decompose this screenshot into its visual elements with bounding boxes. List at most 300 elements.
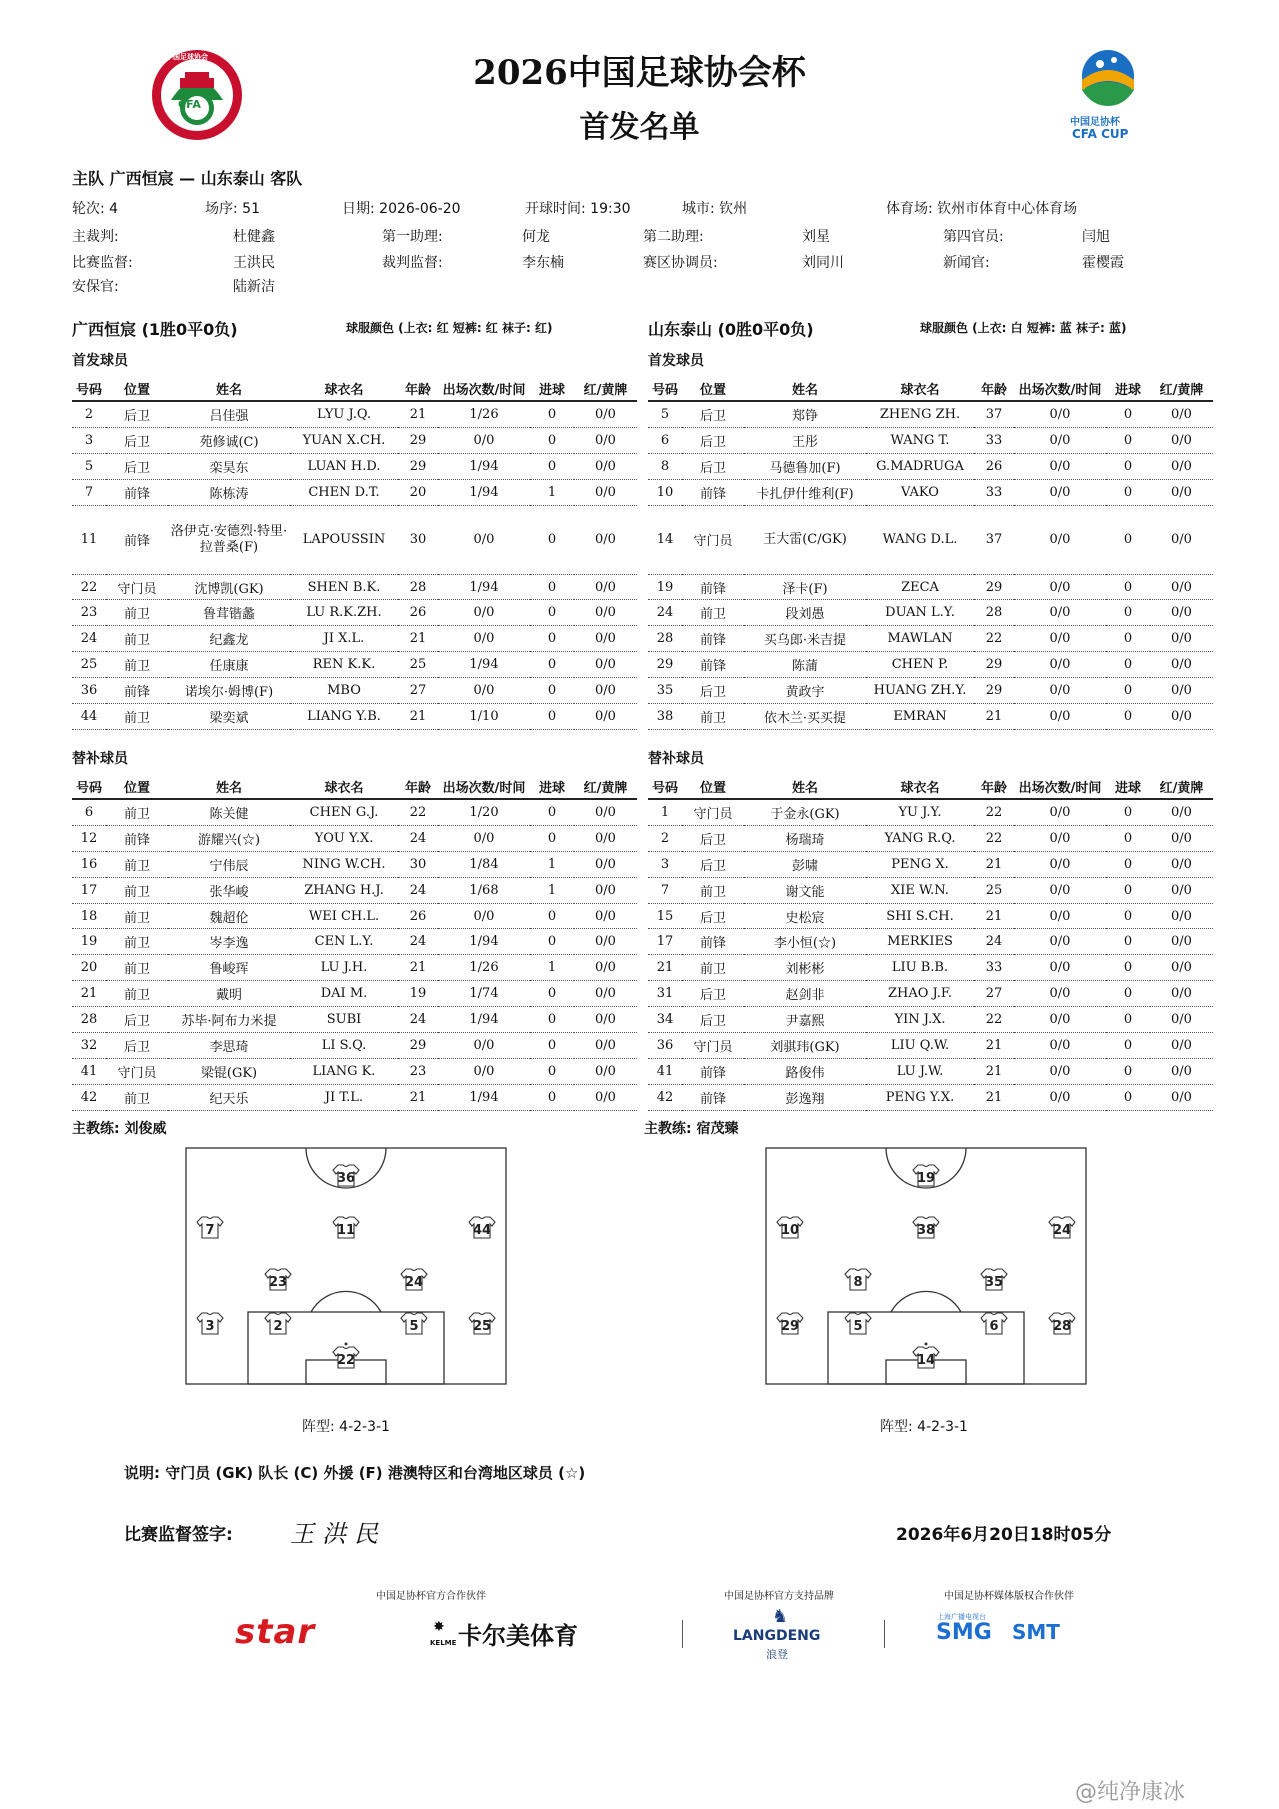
table-cell: 33 bbox=[974, 427, 1014, 453]
table-cell: 0/0 bbox=[1150, 851, 1213, 877]
ar1-label: 第一助理: bbox=[382, 229, 443, 245]
table-row bbox=[72, 1033, 637, 1059]
player-jersey-icon bbox=[913, 1347, 939, 1368]
table-cell: YU J.Y. bbox=[866, 799, 974, 825]
table-row bbox=[72, 479, 637, 505]
signature-label: 比赛监督签字: bbox=[124, 1525, 233, 1545]
table-cell: 后卫 bbox=[106, 453, 168, 479]
table-cell: 26 bbox=[398, 903, 438, 929]
table-cell: 0/0 bbox=[1150, 401, 1213, 427]
table-cell: 沈博凯(GK) bbox=[168, 574, 290, 600]
table-cell: 杨瑞琦 bbox=[744, 825, 866, 851]
table-cell: 0/0 bbox=[1150, 1084, 1213, 1110]
table-cell: 0 bbox=[1106, 479, 1150, 505]
table-cell: 7 bbox=[648, 877, 682, 903]
table-cell: 26 bbox=[974, 453, 1014, 479]
player-number: 28 bbox=[1052, 1319, 1072, 1334]
away-formation: 阵型: 4-2-3-1 bbox=[880, 1419, 968, 1435]
home-subs-table bbox=[72, 774, 637, 1111]
table-cell: 0/0 bbox=[1014, 401, 1106, 427]
column-header: 球衣名 bbox=[866, 774, 974, 799]
table-cell: ZECA bbox=[866, 574, 974, 600]
table-row bbox=[648, 981, 1213, 1007]
table-row bbox=[648, 453, 1213, 479]
table-cell: 卡扎伊什维利(F) bbox=[744, 479, 866, 505]
table-row bbox=[648, 877, 1213, 903]
column-header: 号码 bbox=[648, 376, 682, 401]
column-header: 位置 bbox=[106, 774, 168, 799]
table-cell: 21 bbox=[974, 1033, 1014, 1059]
table-cell: YUAN X.CH. bbox=[290, 427, 398, 453]
table-row bbox=[72, 453, 637, 479]
table-row bbox=[648, 505, 1213, 574]
table-row bbox=[72, 626, 637, 652]
column-header: 年龄 bbox=[974, 774, 1014, 799]
table-cell: 0 bbox=[530, 401, 574, 427]
table-cell: 0 bbox=[530, 600, 574, 626]
venue: 体育场: 钦州市体育中心体育场 bbox=[886, 201, 1078, 217]
table-cell: 1/74 bbox=[438, 981, 530, 1007]
player-jersey-icon bbox=[913, 1165, 939, 1186]
table-cell: 0/0 bbox=[438, 1058, 530, 1084]
table-cell: 41 bbox=[72, 1058, 106, 1084]
table-cell: 0/0 bbox=[574, 479, 637, 505]
column-header: 年龄 bbox=[398, 774, 438, 799]
table-cell: 29 bbox=[974, 678, 1014, 704]
away-formation-pitch bbox=[764, 1146, 1088, 1386]
table-cell: LIANG Y.B. bbox=[290, 704, 398, 730]
player-number: 3 bbox=[205, 1319, 215, 1334]
table-cell: 岑李逸 bbox=[168, 929, 290, 955]
table-cell: SHI S.CH. bbox=[866, 903, 974, 929]
table-cell: 后卫 bbox=[106, 1033, 168, 1059]
table-cell: NING W.CH. bbox=[290, 851, 398, 877]
table-cell: 0 bbox=[530, 704, 574, 730]
table-cell: 前锋 bbox=[682, 1084, 744, 1110]
table-cell: 0/0 bbox=[574, 678, 637, 704]
table-cell: 买乌郎·米吉提 bbox=[744, 626, 866, 652]
table-cell: 苏毕·阿布力米提 bbox=[168, 1007, 290, 1033]
table-cell: 20 bbox=[398, 479, 438, 505]
table-cell: 诺埃尔·姆博(F) bbox=[168, 678, 290, 704]
table-row bbox=[72, 903, 637, 929]
table-cell: 魏超伦 bbox=[168, 903, 290, 929]
table-cell: 后卫 bbox=[682, 453, 744, 479]
table-cell: 0 bbox=[1106, 652, 1150, 678]
table-row bbox=[72, 1058, 637, 1084]
table-cell: 0 bbox=[530, 1084, 574, 1110]
table-cell: 赵剑非 bbox=[744, 981, 866, 1007]
watermark: @纯净康冰 bbox=[1075, 1780, 1186, 1805]
table-cell: 后卫 bbox=[682, 981, 744, 1007]
table-cell: YIN J.X. bbox=[866, 1007, 974, 1033]
table-cell: 前卫 bbox=[106, 652, 168, 678]
table-cell: 41 bbox=[648, 1058, 682, 1084]
security-officer: 陆新洁 bbox=[233, 279, 275, 295]
column-header: 球衣名 bbox=[290, 774, 398, 799]
table-cell: 31 bbox=[648, 981, 682, 1007]
player-jersey-icon bbox=[1049, 1313, 1075, 1334]
signature: 王洪民 bbox=[290, 1520, 386, 1548]
table-cell: 刘骐玮(GK) bbox=[744, 1033, 866, 1059]
away-coach: 主教练: 宿茂臻 bbox=[644, 1121, 739, 1137]
player-jersey-icon bbox=[981, 1269, 1007, 1290]
table-cell: 0/0 bbox=[1014, 479, 1106, 505]
table-cell: PENG X. bbox=[866, 851, 974, 877]
table-cell: 0/0 bbox=[1150, 825, 1213, 851]
table-cell: 21 bbox=[398, 1084, 438, 1110]
table-cell: DAI M. bbox=[290, 981, 398, 1007]
city: 城市: 钦州 bbox=[682, 201, 748, 217]
table-cell: 21 bbox=[72, 981, 106, 1007]
table-cell: 0/0 bbox=[1014, 825, 1106, 851]
away-team-name: 山东泰山 (0胜0平0负) bbox=[648, 320, 814, 339]
table-cell: 0/0 bbox=[438, 825, 530, 851]
table-cell: 3 bbox=[648, 851, 682, 877]
table-cell: 0/0 bbox=[1014, 600, 1106, 626]
player-jersey-icon bbox=[333, 1217, 359, 1238]
player-jersey-icon bbox=[401, 1269, 427, 1290]
table-row bbox=[648, 401, 1213, 427]
kelme-sub: KELME bbox=[430, 1639, 457, 1647]
away-subs-table bbox=[648, 774, 1213, 1111]
table-row bbox=[648, 479, 1213, 505]
table-cell: 游耀兴(☆) bbox=[168, 825, 290, 851]
table-cell: 0 bbox=[530, 626, 574, 652]
table-cell: 1/94 bbox=[438, 652, 530, 678]
table-cell: 29 bbox=[398, 427, 438, 453]
column-header: 号码 bbox=[72, 774, 106, 799]
table-cell: LUAN H.D. bbox=[290, 453, 398, 479]
player-number: 11 bbox=[336, 1223, 356, 1238]
table-cell: 36 bbox=[648, 1033, 682, 1059]
column-header: 位置 bbox=[106, 376, 168, 401]
legend-note: 说明: 守门员 (GK) 队长 (C) 外援 (F) 港澳特区和台湾地区球员 (☆) bbox=[124, 1464, 586, 1482]
player-jersey-icon bbox=[845, 1313, 871, 1334]
table-cell: 1/20 bbox=[438, 799, 530, 825]
table-cell: 依木兰·买买提 bbox=[744, 704, 866, 730]
table-cell: 前卫 bbox=[106, 799, 168, 825]
table-cell: 25 bbox=[398, 652, 438, 678]
table-cell: 前卫 bbox=[106, 903, 168, 929]
table-cell: 27 bbox=[398, 678, 438, 704]
table-cell: MAWLAN bbox=[866, 626, 974, 652]
table-cell: 24 bbox=[72, 626, 106, 652]
table-cell: 38 bbox=[648, 704, 682, 730]
table-cell: 守门员 bbox=[682, 505, 744, 574]
table-cell: 0 bbox=[1106, 903, 1150, 929]
table-row bbox=[648, 1058, 1213, 1084]
table-cell: 0 bbox=[530, 1007, 574, 1033]
table-cell: 前锋 bbox=[682, 652, 744, 678]
table-cell: 0 bbox=[530, 453, 574, 479]
table-cell: 0 bbox=[1106, 955, 1150, 981]
player-number: 5 bbox=[409, 1319, 419, 1334]
player-number: 7 bbox=[205, 1223, 215, 1238]
table-row bbox=[648, 1033, 1213, 1059]
table-cell: 前锋 bbox=[106, 825, 168, 851]
table-row bbox=[648, 903, 1213, 929]
table-cell: 0/0 bbox=[438, 1033, 530, 1059]
table-cell: 0 bbox=[1106, 851, 1150, 877]
player-jersey-icon bbox=[333, 1165, 359, 1186]
table-cell: YANG R.Q. bbox=[866, 825, 974, 851]
column-header: 号码 bbox=[648, 774, 682, 799]
table-cell: 前卫 bbox=[682, 704, 744, 730]
column-header: 进球 bbox=[1106, 376, 1150, 401]
table-cell: 0/0 bbox=[1014, 574, 1106, 600]
table-cell: 26 bbox=[398, 600, 438, 626]
table-cell: 谢文能 bbox=[744, 877, 866, 903]
table-row bbox=[648, 1084, 1213, 1110]
table-cell: 0 bbox=[530, 427, 574, 453]
table-cell: 0/0 bbox=[574, 955, 637, 981]
table-cell: 0 bbox=[1106, 574, 1150, 600]
table-row bbox=[648, 678, 1213, 704]
table-cell: 0/0 bbox=[1014, 427, 1106, 453]
sponsor-caption-1: 中国足协杯官方合作伙伴 bbox=[376, 1591, 486, 1602]
table-cell: 0/0 bbox=[1150, 1058, 1213, 1084]
ar1: 何龙 bbox=[522, 229, 550, 245]
table-cell: 0/0 bbox=[1150, 799, 1213, 825]
table-cell: 0 bbox=[1106, 626, 1150, 652]
table-cell: 前锋 bbox=[106, 505, 168, 574]
table-cell: 0 bbox=[1106, 929, 1150, 955]
table-cell: 0/0 bbox=[1150, 427, 1213, 453]
table-row bbox=[72, 678, 637, 704]
table-cell: LIANG K. bbox=[290, 1058, 398, 1084]
table-cell: G.MADRUGA bbox=[866, 453, 974, 479]
home-subs-label: 替补球员 bbox=[72, 751, 128, 767]
table-cell: 鲁峻珲 bbox=[168, 955, 290, 981]
home-kit: 球服颜色 (上衣: 红 短裤: 红 袜子: 红) bbox=[346, 321, 553, 335]
table-cell: 前锋 bbox=[106, 479, 168, 505]
table-cell: CHEN D.T. bbox=[290, 479, 398, 505]
home-starters-label: 首发球员 bbox=[72, 353, 128, 369]
penalty-spot bbox=[925, 1343, 928, 1346]
table-cell: 44 bbox=[72, 704, 106, 730]
table-cell: 1/94 bbox=[438, 574, 530, 600]
table-cell: 19 bbox=[398, 981, 438, 1007]
column-header: 年龄 bbox=[398, 376, 438, 401]
table-row bbox=[648, 652, 1213, 678]
table-cell: 0/0 bbox=[1150, 626, 1213, 652]
table-cell: 42 bbox=[648, 1084, 682, 1110]
table-cell: 0/0 bbox=[1014, 929, 1106, 955]
table-cell: 0/0 bbox=[574, 929, 637, 955]
table-cell: 21 bbox=[398, 955, 438, 981]
table-cell: XIE W.N. bbox=[866, 877, 974, 903]
table-cell: 前卫 bbox=[106, 851, 168, 877]
table-cell: 0/0 bbox=[1014, 505, 1106, 574]
sponsor-divider-2 bbox=[884, 1620, 885, 1648]
table-cell: 0 bbox=[530, 678, 574, 704]
table-row bbox=[648, 955, 1213, 981]
table-cell: 0/0 bbox=[438, 903, 530, 929]
table-cell: 0 bbox=[530, 574, 574, 600]
table-cell: LI S.Q. bbox=[290, 1033, 398, 1059]
table-cell: 22 bbox=[974, 825, 1014, 851]
table-row bbox=[72, 652, 637, 678]
table-cell: 0/0 bbox=[1014, 453, 1106, 479]
table-row bbox=[72, 799, 637, 825]
column-header: 红/黄牌 bbox=[1150, 376, 1213, 401]
table-cell: 0 bbox=[530, 799, 574, 825]
table-cell: 0/0 bbox=[574, 505, 637, 574]
table-cell: 彭逸翔 bbox=[744, 1084, 866, 1110]
table-cell: 0/0 bbox=[1150, 1007, 1213, 1033]
table-cell: 0/0 bbox=[574, 825, 637, 851]
table-cell: 后卫 bbox=[106, 401, 168, 427]
table-cell: WANG T. bbox=[866, 427, 974, 453]
table-cell: 守门员 bbox=[682, 799, 744, 825]
table-cell: 0 bbox=[1106, 678, 1150, 704]
round: 轮次: 4 bbox=[72, 201, 119, 217]
table-cell: 30 bbox=[398, 505, 438, 574]
table-cell: 0/0 bbox=[1014, 851, 1106, 877]
table-cell: 梁锟(GK) bbox=[168, 1058, 290, 1084]
table-cell: 21 bbox=[974, 704, 1014, 730]
table-cell: 宁伟辰 bbox=[168, 851, 290, 877]
table-cell: 33 bbox=[974, 479, 1014, 505]
table-cell: 0/0 bbox=[574, 877, 637, 903]
security-label: 安保官: bbox=[72, 279, 119, 295]
table-cell: 37 bbox=[974, 505, 1014, 574]
table-cell: 0 bbox=[530, 652, 574, 678]
column-header: 号码 bbox=[72, 376, 106, 401]
table-row bbox=[648, 851, 1213, 877]
table-cell: 29 bbox=[974, 652, 1014, 678]
table-cell: 22 bbox=[72, 574, 106, 600]
table-cell: 守门员 bbox=[106, 574, 168, 600]
table-cell: DUAN L.Y. bbox=[866, 600, 974, 626]
player-number: 10 bbox=[780, 1223, 800, 1238]
table-cell: 6 bbox=[648, 427, 682, 453]
table-cell: 21 bbox=[974, 851, 1014, 877]
player-jersey-icon bbox=[1049, 1217, 1075, 1238]
table-cell: 0 bbox=[530, 1058, 574, 1084]
player-jersey-icon bbox=[197, 1217, 223, 1238]
table-cell: 0/0 bbox=[1014, 626, 1106, 652]
table-cell: 24 bbox=[398, 929, 438, 955]
table-cell: 后卫 bbox=[682, 678, 744, 704]
table-cell: 0/0 bbox=[1014, 652, 1106, 678]
table-row bbox=[72, 929, 637, 955]
table-cell: 张华峻 bbox=[168, 877, 290, 903]
cfa-logo-text: CFA bbox=[178, 98, 201, 111]
table-cell: 25 bbox=[72, 652, 106, 678]
table-cell: EMRAN bbox=[866, 704, 974, 730]
player-jersey-icon bbox=[845, 1269, 871, 1290]
table-cell: 8 bbox=[648, 453, 682, 479]
table-cell: LIU B.B. bbox=[866, 955, 974, 981]
table-cell: 后卫 bbox=[682, 825, 744, 851]
player-number: 25 bbox=[472, 1319, 492, 1334]
table-cell: 19 bbox=[648, 574, 682, 600]
table-cell: 22 bbox=[974, 626, 1014, 652]
table-cell: 1/26 bbox=[438, 401, 530, 427]
player-jersey-icon bbox=[469, 1313, 495, 1334]
press-label: 新闻官: bbox=[943, 255, 990, 271]
player-number: 38 bbox=[916, 1223, 936, 1238]
table-cell: 0/0 bbox=[438, 600, 530, 626]
table-cell: JI T.L. bbox=[290, 1084, 398, 1110]
table-cell: 0 bbox=[530, 929, 574, 955]
table-cell: 0/0 bbox=[1150, 704, 1213, 730]
table-cell: 刘彬彬 bbox=[744, 955, 866, 981]
table-cell: 前卫 bbox=[682, 877, 744, 903]
home-subs-header-row bbox=[72, 774, 637, 799]
table-cell: 0/0 bbox=[1150, 479, 1213, 505]
table-cell: 李小恒(☆) bbox=[744, 929, 866, 955]
table-cell: 前卫 bbox=[106, 929, 168, 955]
home-coach: 主教练: 刘俊威 bbox=[72, 1121, 167, 1137]
table-cell: 0/0 bbox=[1150, 981, 1213, 1007]
player-number: 24 bbox=[404, 1275, 424, 1290]
table-cell: 前锋 bbox=[682, 929, 744, 955]
referee-label: 主裁判: bbox=[72, 229, 119, 245]
star-logo: star bbox=[235, 1612, 316, 1652]
table-cell: 0/0 bbox=[1014, 799, 1106, 825]
away-subs-label: 替补球员 bbox=[648, 751, 704, 767]
table-cell: LIU Q.W. bbox=[866, 1033, 974, 1059]
table-cell: 0/0 bbox=[574, 574, 637, 600]
table-cell: CHEN P. bbox=[866, 652, 974, 678]
column-header: 进球 bbox=[1106, 774, 1150, 799]
table-cell: 0/0 bbox=[1150, 652, 1213, 678]
table-cell: 27 bbox=[974, 981, 1014, 1007]
table-cell: REN K.K. bbox=[290, 652, 398, 678]
table-cell: 1 bbox=[648, 799, 682, 825]
table-cell: 前锋 bbox=[682, 574, 744, 600]
table-cell: 0/0 bbox=[1150, 955, 1213, 981]
table-cell: 15 bbox=[648, 903, 682, 929]
table-cell: 21 bbox=[398, 626, 438, 652]
table-cell: 35 bbox=[648, 678, 682, 704]
table-cell: 0 bbox=[1106, 1058, 1150, 1084]
column-header: 出场次数/时间 bbox=[1014, 376, 1106, 401]
table-cell: 5 bbox=[72, 453, 106, 479]
commissioner-label: 比赛监督: bbox=[72, 255, 133, 271]
table-cell: 24 bbox=[648, 600, 682, 626]
player-number: 2 bbox=[273, 1319, 283, 1334]
table-cell: 0/0 bbox=[438, 626, 530, 652]
table-cell: 前锋 bbox=[682, 626, 744, 652]
player-number: 14 bbox=[916, 1353, 936, 1368]
ar2-label: 第二助理: bbox=[643, 229, 704, 245]
away-starters-header-row bbox=[648, 376, 1213, 401]
table-cell: 0/0 bbox=[438, 505, 530, 574]
cfa-cup-cn: 中国足协杯 bbox=[1070, 117, 1120, 128]
table-cell: 0 bbox=[530, 1033, 574, 1059]
table-cell: 1 bbox=[530, 851, 574, 877]
table-cell: ZHAO J.F. bbox=[866, 981, 974, 1007]
table-cell: 鲁茸锴蠡 bbox=[168, 600, 290, 626]
table-cell: 29 bbox=[648, 652, 682, 678]
table-cell: 24 bbox=[398, 1007, 438, 1033]
table-cell: 0 bbox=[1106, 427, 1150, 453]
column-header: 位置 bbox=[682, 376, 744, 401]
table-cell: 0/0 bbox=[1150, 600, 1213, 626]
table-cell: 前锋 bbox=[682, 479, 744, 505]
table-cell: 0/0 bbox=[574, 1084, 637, 1110]
table-cell: 0 bbox=[1106, 453, 1150, 479]
table-row bbox=[72, 851, 637, 877]
table-cell: 0 bbox=[1106, 1007, 1150, 1033]
table-cell: 0/0 bbox=[574, 427, 637, 453]
player-number: 35 bbox=[984, 1275, 1004, 1290]
table-cell: 21 bbox=[974, 1084, 1014, 1110]
